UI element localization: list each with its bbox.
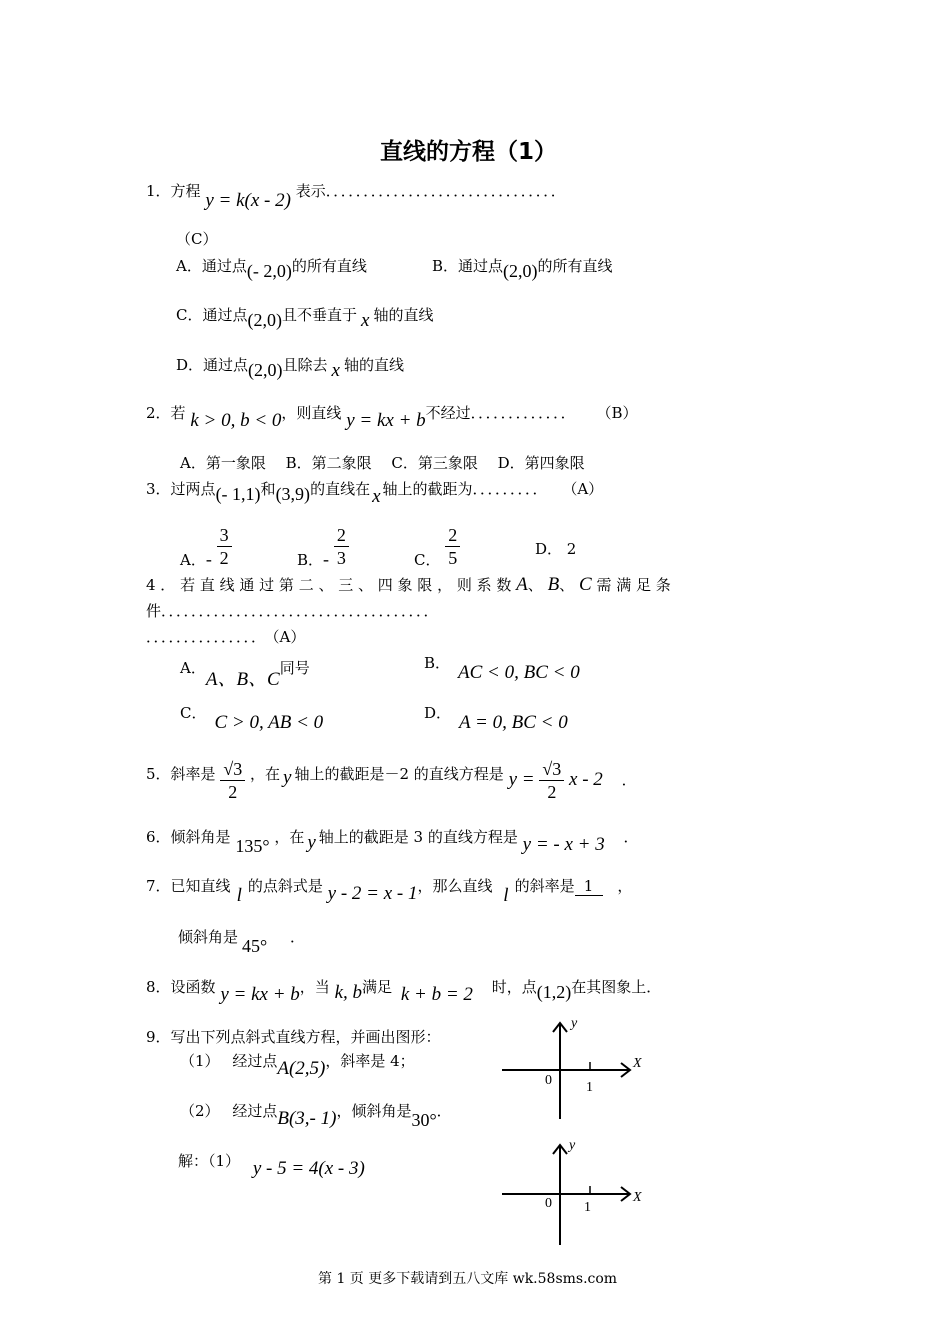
tick-label: 1 (586, 1080, 593, 1095)
coordinate-graph-2 (500, 1135, 650, 1247)
q5-stem: 5．斜率是 $\frac{√3}{2}$ ，在 y 轴上的截距是－2 的直线方程是 y = $\frac{√3}{2}$ x - 2 ． (146, 759, 637, 802)
q4-option-d: D． A = 0, BC < 0 (424, 704, 568, 733)
x-axis-label: X (633, 1056, 642, 1071)
coordinate-graph-1 (500, 1015, 650, 1125)
q1-answer: （C） (176, 230, 218, 248)
q3-option-c: C． $\frac{2}{5}$ (414, 524, 460, 569)
tick-label: 1 (584, 1200, 591, 1215)
q3-option-a: A．- $\frac{3}{2}$ (180, 524, 232, 569)
q9-item-1: （1） 经过点A(2,5)，斜率是 4； (180, 1052, 415, 1079)
q9-stem: 9．写出下列点斜式直线方程，并画出图形： (146, 1028, 441, 1046)
page-footer: 第 1 页 更多下载请到五八文库 wk.58sms.com (318, 1271, 618, 1287)
q1-option-a: A．通过点(- 2,0)的所有直线 (176, 257, 367, 281)
q8-stem: 8．设函数 y = kx + b，当 k, b满足 k + b = 2 时，点(1,2)在其图象上． (146, 978, 662, 1005)
x-axis-label: X (633, 1190, 642, 1205)
q7-stem: 7．已知直线 l 的点斜式是 y - 2 = x - 1，那么直线 l 的斜率是 1 ， (146, 877, 633, 906)
page-title: 直线的方程（1） (380, 139, 558, 165)
q4-stem-line1: 4 ． 若 直 线 通 过 第 二 、 三 、 四 象 限 ， 则 系 数 A、 B、 C 需 满 足 条 (146, 574, 671, 595)
q4-option-c: C． C > 0, AB < 0 (180, 704, 324, 733)
q1-stem: 1．方程 y = k(x - 2) 表示．．．．．．．．．．．．．．．．．．．．．．．．．．．．．．． (146, 182, 566, 211)
q3-stem: 3．过两点(- 1,1)和(3,9)的直线在 x 轴上的截距为．．．．．．．．． （A） (146, 480, 604, 507)
q4-stem-line3: ．．．．．．．．．．．．．．． （A） (146, 628, 306, 646)
y-axis-label: y (571, 1016, 578, 1031)
q1-option-d: D．通过点(2,0)且除去 x 轴的直线 (176, 356, 404, 381)
q1-option-c: C．通过点(2,0)且不垂直于 x 轴的直线 (176, 306, 434, 331)
origin-label: 0 (545, 1073, 552, 1088)
q3-option-d: D． 2 (535, 540, 577, 558)
q2-options: A．第一象限 B．第二象限 C．第三象限 D．第四象限 (180, 454, 585, 472)
q6-stem: 6．倾斜角是 135° ，在 y 轴上的截距是 3 的直线方程是 y = - x + 3 ． (146, 828, 639, 856)
q1-option-b: B．通过点(2,0)的所有直线 (432, 257, 613, 281)
q7-line2: 倾斜角是 45° ． (178, 928, 306, 956)
y-axis-label: y (569, 1138, 576, 1153)
q4-option-b: B． AC < 0, BC < 0 (424, 654, 580, 683)
q4-option-a: A．A、B、C同号 (180, 659, 310, 690)
q2-stem: 2．若 k > 0, b < 0，则直线 y = kx + b不经过．．．．．．．．．．．．． （B） (146, 404, 638, 431)
q9-solution: 解：（1） y - 5 = 4(x - 3) (178, 1152, 365, 1179)
q4-stem-line2: 件．．．．．．．．．．．．．．．．．．．．．．．．．．．．．．．．．．．． (146, 602, 439, 620)
q3-option-b: B．- $\frac{2}{3}$ (297, 524, 349, 569)
q9-item-2: （2） 经过点B(3,- 1)，倾斜角是30°． (180, 1102, 452, 1130)
origin-label: 0 (545, 1196, 552, 1211)
